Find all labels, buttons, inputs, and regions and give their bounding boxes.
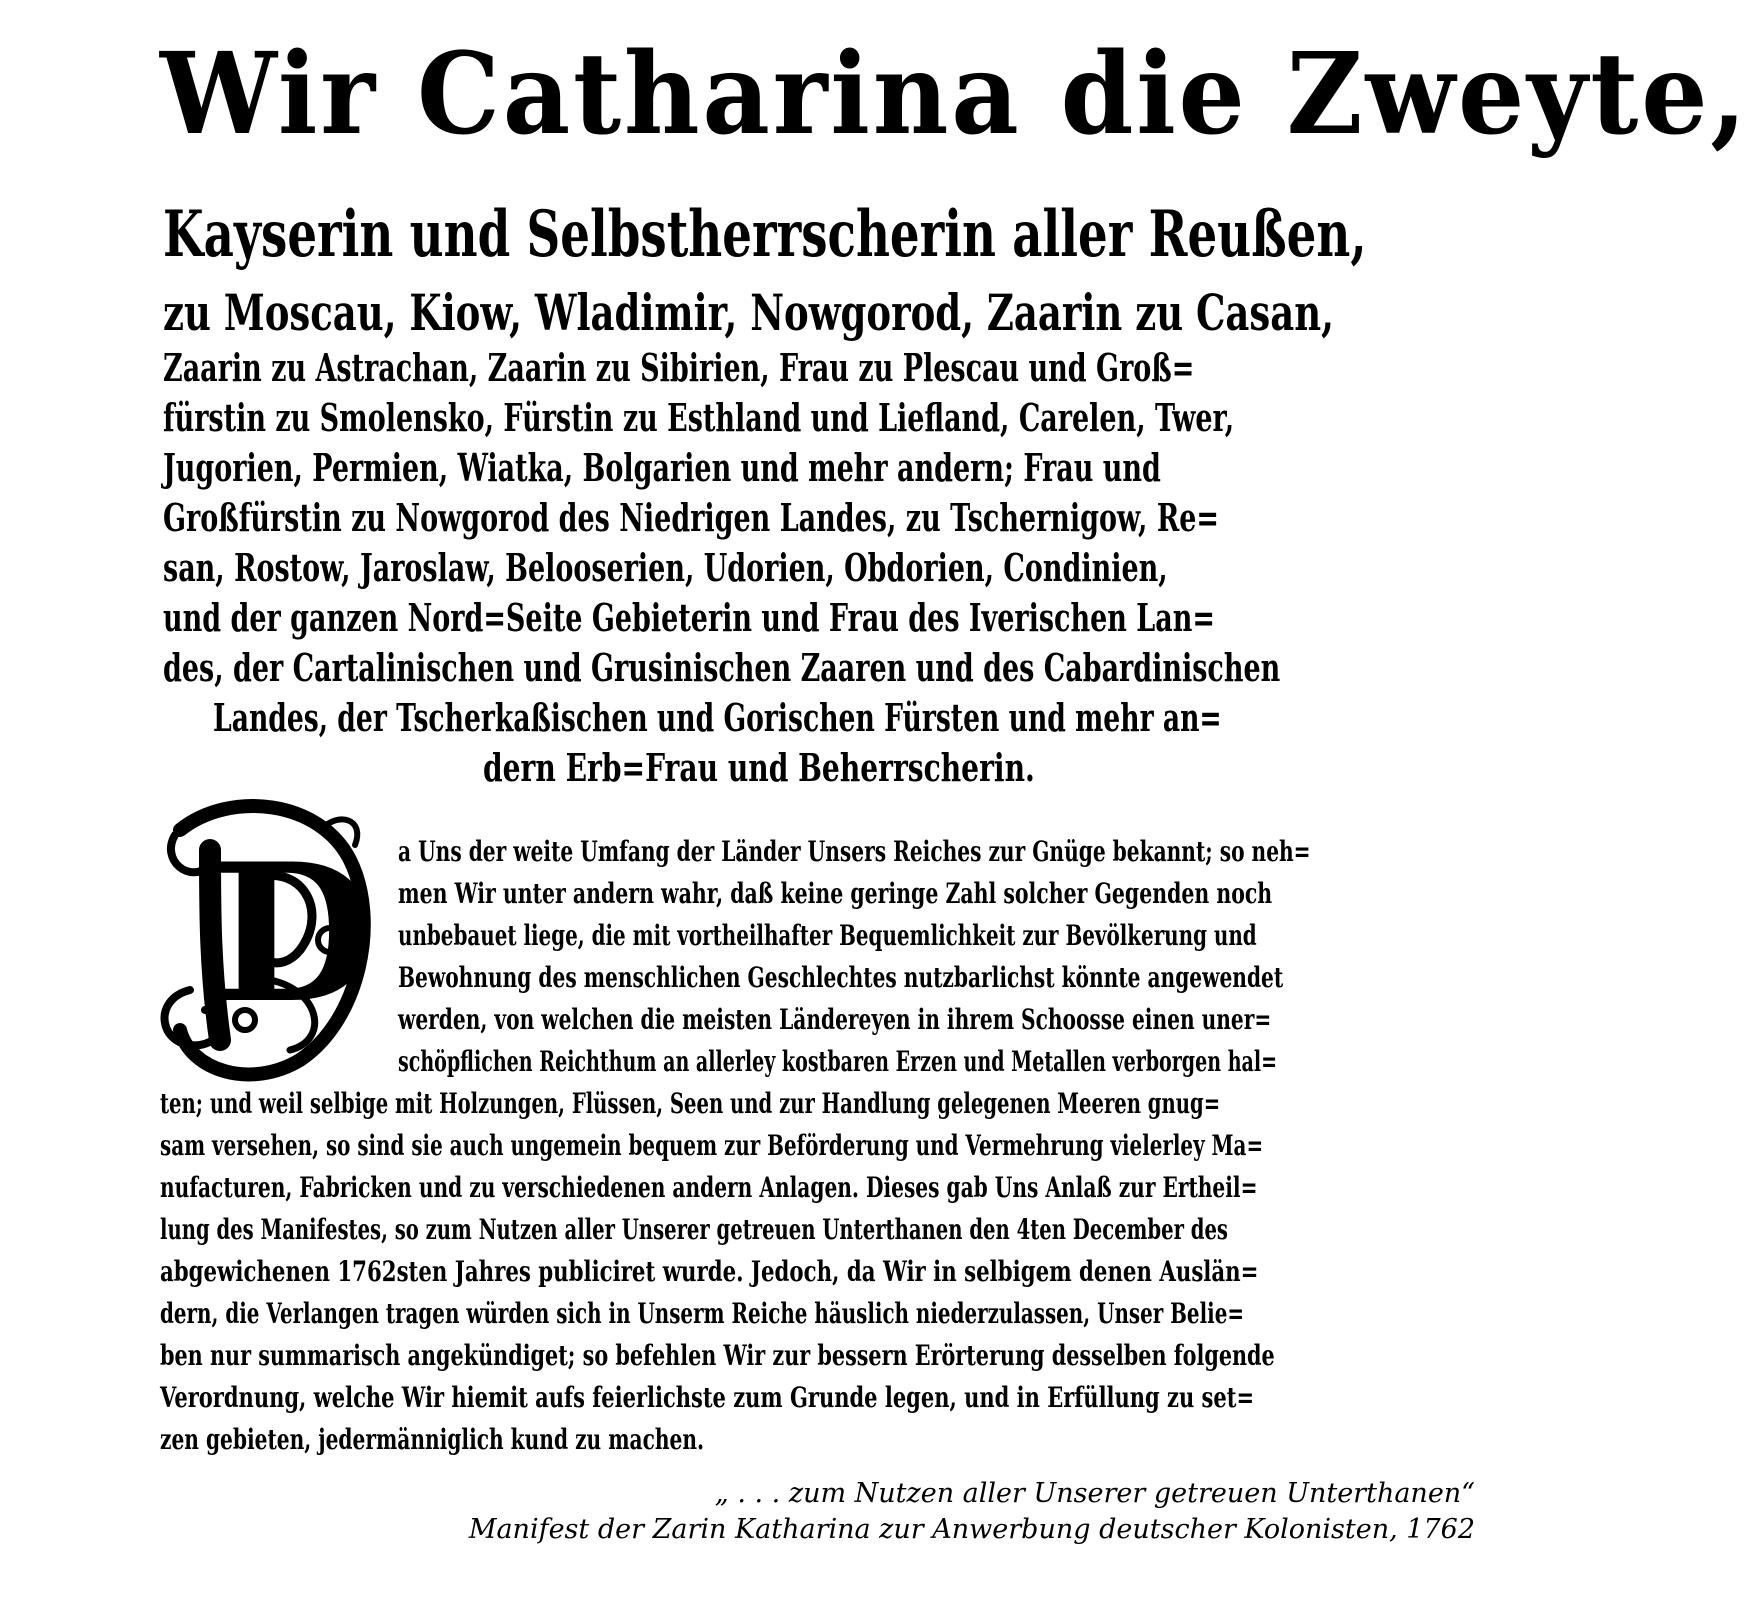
body-line: ben nur summarisch angekündiget; so befehlen Wir zur bessern Erörterung desselben folgende bbox=[160, 1339, 1275, 1372]
titles-line: und der ganzen Nord=Seite Gebieterin und Frau des Iverischen Lan= bbox=[163, 595, 1215, 640]
body-line: nufacturen, Fabricken und zu verschiedenen andern Anlagen. Dieses gab Uns Anlaß zur Ertheil= bbox=[160, 1171, 1258, 1204]
body-line: schöpflichen Reichthum an allerley kostbaren Erzen und Metallen verborgen hal= bbox=[398, 1045, 1278, 1078]
body-line: unbebauet liege, die mit vortheilhafter Bequemlichkeit zur Bevölkerung und bbox=[398, 919, 1257, 952]
caption-quote: „ . . . zum Nutzen aller Unserer getreuen Unterthanen“ bbox=[714, 1478, 1475, 1509]
body-line: Bewohnung des menschlichen Geschlechtes nutzbarlichst könnte angewendet bbox=[398, 961, 1284, 994]
titles-line: Großfürstin zu Nowgorod des Niedrigen Landes, zu Tschernigow, Re= bbox=[163, 495, 1220, 540]
body-line: ten; und weil selbige mit Holzungen, Flüssen, Seen und zur Handlung gelegenen Meeren gnug= bbox=[160, 1087, 1221, 1120]
body-line: a Uns der weite Umfang der Länder Unsers Reiches zur Gnüge bekannt; so neh= bbox=[398, 835, 1311, 868]
titles-line: fürstin zu Smolensko, Fürstin zu Esthland und Liefland, Carelen, Twer, bbox=[163, 395, 1235, 440]
body-line: abgewichenen 1762sten Jahres publiciret wurde. Jedoch, da Wir in selbigem denen Auslän= bbox=[160, 1255, 1259, 1288]
titles-line: Zaarin zu Astrachan, Zaarin zu Sibirien, Frau zu Plescau und Groß= bbox=[163, 345, 1195, 390]
body-line: lung des Manifestes, so zum Nutzen aller Unserer getreuen Unterthanen den 4ten December des bbox=[160, 1213, 1228, 1246]
body-line: dern, die Verlangen tragen würden sich in Unserm Reiche häuslich niederzulassen, Unser Belie= bbox=[160, 1297, 1245, 1330]
titles-line: zu Moscau, Kiow, Wladimir, Nowgorod, Zaarin zu Casan, bbox=[163, 283, 1334, 342]
drop-cap-letter: D bbox=[212, 822, 377, 1045]
titles-line: Jugorien, Permien, Wiatka, Bolgarien und mehr andern; Frau und bbox=[163, 445, 1161, 490]
body-line: werden, von welchen die meisten Ländereyen in ihrem Schoosse einen uner= bbox=[398, 1003, 1272, 1036]
titles-line: san, Rostow, Jaroslaw, Belooserien, Udorien, Obdorien, Condinien, bbox=[163, 545, 1168, 590]
drop-cap-ornament bbox=[150, 790, 380, 1090]
body-line: zen gebieten, jedermänniglich kund zu machen. bbox=[160, 1423, 705, 1456]
document-subtitle: Kayserin und Selbstherrscherin aller Reußen, bbox=[163, 197, 1367, 272]
document-title: Wir Catharina die Zweyte, bbox=[160, 29, 1749, 160]
body-line: men Wir unter andern wahr, daß keine geringe Zahl solcher Gegenden noch bbox=[398, 877, 1273, 910]
body-line: Verordnung, welche Wir hiemit aufs feierlichste zum Grunde legen, und in Erfüllung zu set= bbox=[160, 1381, 1255, 1414]
body-line: sam versehen, so sind sie auch ungemein bequem zur Beförderung und Vermehrung vielerley Ma= bbox=[160, 1129, 1264, 1162]
titles-line: des, der Cartalinischen und Grusinischen Zaaren und des Cabardinischen bbox=[163, 645, 1281, 690]
titles-line: Landes, der Tscherkaßischen und Gorischen Fürsten und mehr an= bbox=[213, 695, 1222, 740]
titles-line: dern Erb=Frau und Beherrscherin. bbox=[483, 745, 1035, 790]
caption-source: Manifest der Zarin Katharina zur Anwerbung deutscher Kolonisten, 1762 bbox=[468, 1514, 1475, 1545]
